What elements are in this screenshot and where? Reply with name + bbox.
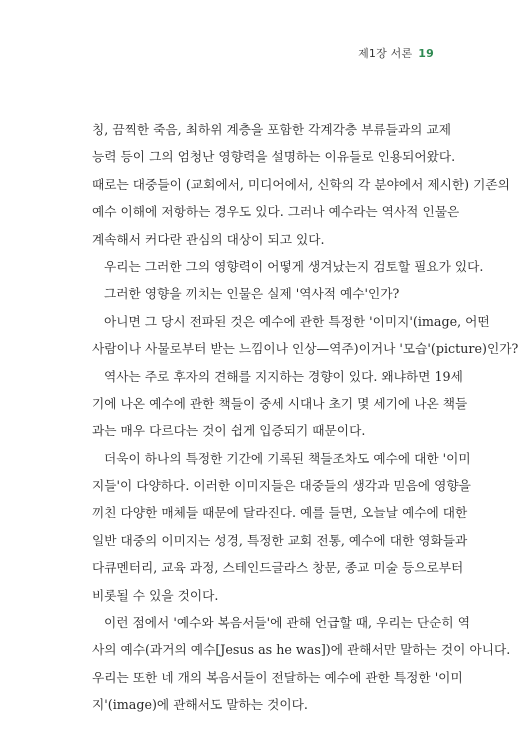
text-line: 때로는 대중들이 (교회에서, 미디어에서, 신학의 각 분야에서 제시한) 기존의 <box>92 176 510 192</box>
chapter-title: 제1장 서론 <box>358 47 413 60</box>
text-line: 끼친 다양한 매체들 때문에 달라진다. 예를 들면, 오늘날 예수에 대한 <box>92 505 468 521</box>
text-line: 지들'이 다양하다. 이러한 이미지들은 대중들의 생각과 믿음에 영향을 <box>92 478 471 494</box>
text-line: 기에 나온 예수에 관한 책들이 중세 시대나 초기 몇 세기에 나온 책들 <box>92 395 468 411</box>
text-line: 아니면 그 당시 전파된 것은 예수에 관한 특정한 '이미지'(image, 어떤 <box>104 313 490 329</box>
text-line: 능력 등이 그의 엄청난 영향력을 설명하는 이유들로 인용되어왔다. <box>92 149 456 165</box>
page-number: 19 <box>418 47 434 60</box>
text-line: 예수 이해에 저항하는 경우도 있다. 그러나 예수라는 역사적 인물은 <box>92 204 460 220</box>
body-text <box>92 116 518 719</box>
text-line: 그러한 영향을 끼치는 인물은 실제 '역사적 예수'인가? <box>104 286 400 302</box>
text-line: 칭, 끔찍한 죽음, 최하위 계층을 포함한 각계각층 부류들과의 교제 <box>92 122 451 137</box>
text-line: 우리는 또한 네 개의 복음서들이 전달하는 예수에 관한 특정한 '이미 <box>92 669 463 685</box>
text-line: 이런 점에서 '예수와 복음서들'에 관해 언급할 때, 우리는 단순히 역 <box>104 615 470 631</box>
text-line: 역사는 주로 후자의 견해를 지지하는 경향이 있다. 왜냐하면 19세 <box>104 368 463 384</box>
text-line: 사의 예수(과거의 예수[Jesus as he was])에 관해서만 말하는 것이 아니다. <box>92 642 511 658</box>
text-line: 더욱이 하나의 특정한 기간에 기록된 책들조차도 예수에 대한 '이미 <box>104 450 471 466</box>
text-line: 사람이나 사물로부터 받는 느낌이나 인상—역주)이거나 '모습'(picture)인가? <box>92 341 518 357</box>
text-line: 우리는 그러한 그의 영향력이 어떻게 생겨났는지 검토할 필요가 있다. <box>104 258 484 274</box>
text-line: 일반 대중의 이미지는 성경, 특정한 교회 전통, 예수에 대한 영화들과 <box>92 532 468 548</box>
running-head <box>358 45 434 61</box>
text-line: 계속해서 커다란 관심의 대상이 되고 있다. <box>92 231 325 247</box>
text-line: 과는 매우 다르다는 것이 쉽게 입증되기 때문이다. <box>92 423 366 439</box>
text-line: 다큐멘터리, 교육 과정, 스테인드글라스 창문, 종교 미술 등으로부터 <box>92 560 464 576</box>
text-line: 지'(image)에 관해서도 말하는 것이다. <box>92 697 308 713</box>
text-line: 비롯될 수 있을 것이다. <box>92 587 219 603</box>
